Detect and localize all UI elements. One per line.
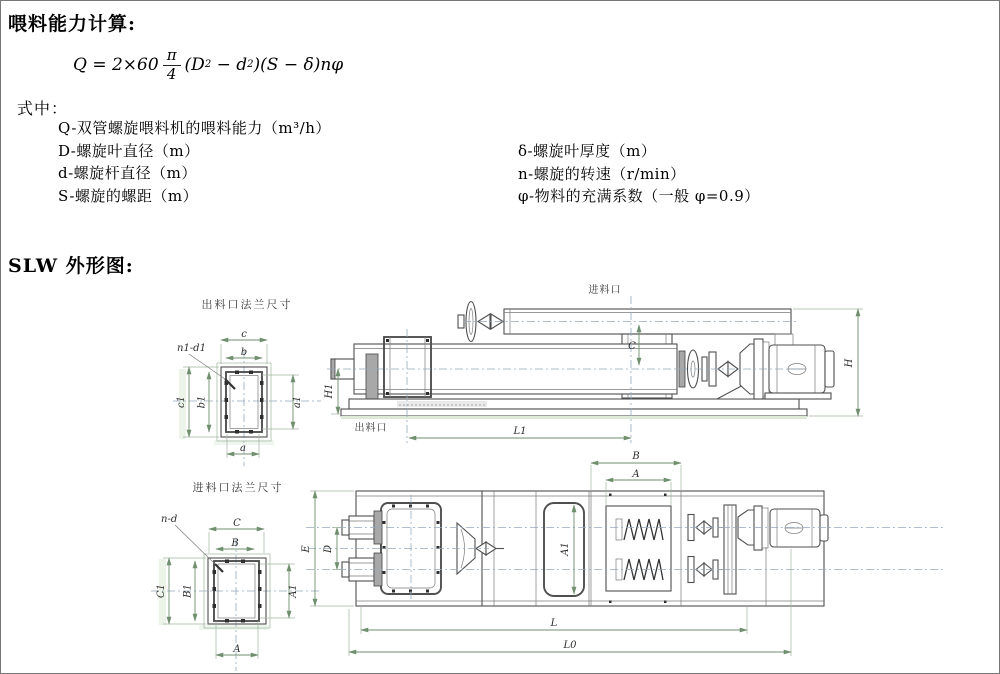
dim-label-c1: c1 [176, 396, 187, 408]
formula-term-2: − d [211, 55, 248, 76]
bolt-spec-label: n1-d1 [177, 343, 206, 354]
dim-label-A1: A1 [560, 542, 571, 556]
definition-S: S-螺旋的螺距（m） [58, 186, 199, 205]
capacity-formula: Q = 2×60 $\frac{\pi}{4}$ (D 2 − d 2 )(S − δ)nφ [73, 46, 344, 83]
dim-label-L0: L0 [563, 640, 577, 651]
where-label: 式中： [17, 99, 69, 118]
formula-fraction [163, 48, 181, 83]
dim-label-L1: L1 [513, 426, 527, 437]
dim-label-b: b [240, 347, 248, 358]
formula-numerator: π [163, 48, 181, 66]
section-heading-outline: SLW 外形图: [8, 255, 134, 277]
top-view-drawing [301, 449, 949, 674]
dim-label-E: E [301, 545, 312, 553]
dim-label-b1: b1 [196, 395, 208, 409]
dim-label-C: C [233, 518, 241, 529]
dim-label-B1: B1 [182, 584, 194, 598]
dim-label-a1: a1 [292, 395, 303, 409]
outlet-port-label: 出料口 [354, 423, 388, 434]
outlet-flange-title: 出料口法兰尺寸 [201, 298, 293, 311]
bolt-spec-label: n-d [161, 514, 178, 525]
definition-n: n-螺旋的转速（r/min） [518, 164, 686, 183]
formula-term-1: (D [184, 55, 205, 76]
dim-label-H1: H1 [324, 383, 335, 399]
dim-label-C: C [628, 341, 636, 352]
dim-label-C1: C1 [156, 583, 167, 599]
dim-label-H: H [844, 358, 855, 368]
section-heading-calculation: 喂料能力计算: [8, 13, 137, 35]
screw-springs [606, 494, 671, 604]
definition-delta: δ-螺旋叶厚度（m） [518, 142, 657, 160]
dim-label-A: A [632, 469, 640, 480]
definition-D: D-螺旋叶直径（m） [58, 141, 200, 160]
dim-label-A: A [233, 644, 241, 655]
formula-lead: Q = 2×60 [73, 55, 159, 76]
inlet-flange-drawing [137, 469, 332, 674]
dim-label-B: B [231, 538, 239, 549]
drive-train-top [688, 505, 768, 594]
side-view-drawing [324, 281, 872, 453]
formula-denominator: 4 [166, 64, 177, 83]
dim-label-L: L [550, 618, 558, 629]
formula-term-3: )(S − δ)nφ [253, 55, 344, 76]
dim-label-c: c [241, 329, 247, 340]
definition-d: d-螺旋杆直径（m） [58, 164, 197, 182]
formula-definitions-left [58, 117, 331, 207]
motor-top [770, 509, 828, 547]
definition-q: Q-双管螺旋喂料机的喂料能力（m³/h） [58, 119, 331, 137]
definition-phi: φ-物料的充满系数（一般 φ=0.9） [518, 187, 760, 205]
formula-definitions-right [518, 140, 760, 208]
dim-label-A1: A1 [288, 584, 299, 598]
lower-conveyor-tube [331, 344, 677, 406]
dim-label-B: B [632, 451, 640, 462]
dim-label-a: a [240, 443, 246, 454]
inlet-port-label: 进料口 [588, 285, 622, 296]
dim-label-D: D [323, 544, 334, 554]
motor [765, 345, 834, 399]
inlet-flange-title: 进料口法兰尺寸 [192, 481, 284, 494]
outlet-flange-drawing [159, 294, 334, 469]
